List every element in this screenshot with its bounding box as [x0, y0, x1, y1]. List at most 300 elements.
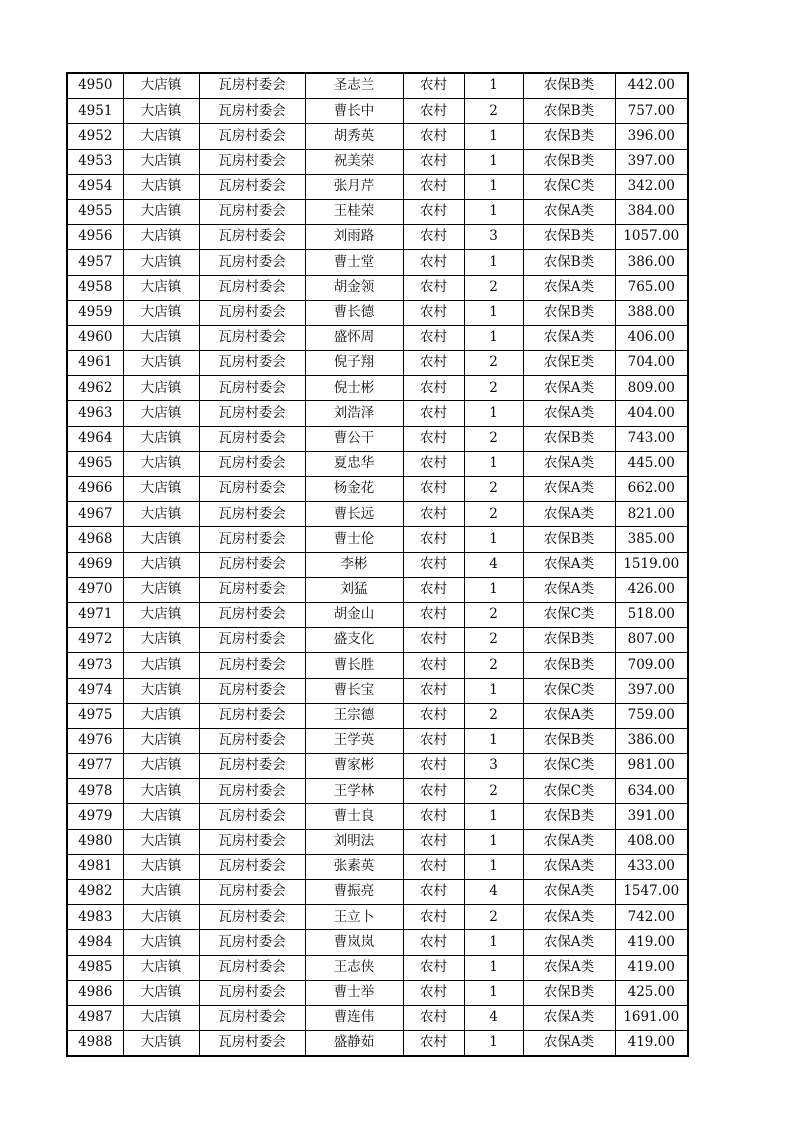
cell-serial-number: 4953 — [67, 149, 123, 174]
cell-town: 大店镇 — [123, 703, 199, 728]
cell-person-count: 1 — [464, 678, 523, 703]
cell-amount: 433.00 — [615, 854, 688, 879]
cell-amount: 386.00 — [615, 250, 688, 275]
cell-serial-number: 4976 — [67, 728, 123, 753]
cell-person-name: 张月芹 — [305, 174, 403, 199]
cell-amount: 709.00 — [615, 653, 688, 678]
cell-person-name: 曹长中 — [305, 99, 403, 124]
cell-village-committee: 瓦房村委会 — [199, 174, 305, 199]
cell-town: 大店镇 — [123, 754, 199, 779]
cell-person-name: 王桂荣 — [305, 199, 403, 224]
cell-residence-type: 农村 — [403, 174, 464, 199]
cell-person-name: 曹士良 — [305, 804, 403, 829]
cell-amount: 1691.00 — [615, 1005, 688, 1030]
cell-insurance-category: 农保C类 — [523, 174, 615, 199]
cell-residence-type: 农村 — [403, 426, 464, 451]
cell-person-count: 1 — [464, 451, 523, 476]
cell-town: 大店镇 — [123, 325, 199, 350]
cell-insurance-category: 农保A类 — [523, 829, 615, 854]
table-row — [67, 955, 688, 980]
cell-person-name: 曹振亮 — [305, 880, 403, 905]
cell-person-name: 杨金花 — [305, 477, 403, 502]
cell-person-name: 王宗德 — [305, 703, 403, 728]
cell-insurance-category: 农保A类 — [523, 325, 615, 350]
table-row — [67, 703, 688, 728]
cell-person-count: 1 — [464, 728, 523, 753]
cell-residence-type: 农村 — [403, 829, 464, 854]
cell-person-name: 王立卜 — [305, 905, 403, 930]
cell-serial-number: 4987 — [67, 1005, 123, 1030]
cell-person-count: 1 — [464, 1031, 523, 1057]
table-row — [67, 351, 688, 376]
cell-insurance-category: 农保B类 — [523, 300, 615, 325]
cell-insurance-category: 农保C类 — [523, 754, 615, 779]
cell-insurance-category: 农保A类 — [523, 502, 615, 527]
table-row — [67, 779, 688, 804]
cell-town: 大店镇 — [123, 149, 199, 174]
cell-amount: 396.00 — [615, 124, 688, 149]
cell-amount: 385.00 — [615, 527, 688, 552]
table-row — [67, 426, 688, 451]
cell-insurance-category: 农保A类 — [523, 552, 615, 577]
table-row — [67, 124, 688, 149]
cell-village-committee: 瓦房村委会 — [199, 124, 305, 149]
cell-town: 大店镇 — [123, 1031, 199, 1057]
cell-insurance-category: 农保B类 — [523, 804, 615, 829]
cell-amount: 765.00 — [615, 275, 688, 300]
table-row — [67, 905, 688, 930]
cell-person-count: 1 — [464, 527, 523, 552]
table-row — [67, 275, 688, 300]
cell-person-name: 曹长德 — [305, 300, 403, 325]
cell-insurance-category: 农保A类 — [523, 955, 615, 980]
cell-person-count: 2 — [464, 351, 523, 376]
cell-village-committee: 瓦房村委会 — [199, 502, 305, 527]
cell-amount: 419.00 — [615, 1031, 688, 1057]
table-row — [67, 754, 688, 779]
cell-insurance-category: 农保A类 — [523, 451, 615, 476]
cell-amount: 442.00 — [615, 73, 688, 99]
cell-residence-type: 农村 — [403, 149, 464, 174]
cell-insurance-category: 农保A类 — [523, 199, 615, 224]
cell-town: 大店镇 — [123, 905, 199, 930]
cell-amount: 426.00 — [615, 577, 688, 602]
cell-insurance-category: 农保B类 — [523, 73, 615, 99]
table-row — [67, 628, 688, 653]
cell-village-committee: 瓦房村委会 — [199, 325, 305, 350]
cell-village-committee: 瓦房村委会 — [199, 199, 305, 224]
cell-insurance-category: 农保B类 — [523, 250, 615, 275]
table-row — [67, 728, 688, 753]
table-row — [67, 502, 688, 527]
cell-amount: 391.00 — [615, 804, 688, 829]
cell-residence-type: 农村 — [403, 477, 464, 502]
cell-residence-type: 农村 — [403, 703, 464, 728]
cell-insurance-category: 农保B类 — [523, 426, 615, 451]
cell-person-name: 夏忠华 — [305, 451, 403, 476]
cell-serial-number: 4957 — [67, 250, 123, 275]
table-row — [67, 325, 688, 350]
cell-serial-number: 4972 — [67, 628, 123, 653]
cell-town: 大店镇 — [123, 955, 199, 980]
cell-serial-number: 4950 — [67, 73, 123, 99]
cell-town: 大店镇 — [123, 577, 199, 602]
cell-insurance-category: 农保B类 — [523, 99, 615, 124]
cell-residence-type: 农村 — [403, 73, 464, 99]
cell-village-committee: 瓦房村委会 — [199, 300, 305, 325]
cell-insurance-category: 农保E类 — [523, 351, 615, 376]
cell-insurance-category: 农保B类 — [523, 980, 615, 1005]
cell-town: 大店镇 — [123, 854, 199, 879]
cell-person-count: 2 — [464, 703, 523, 728]
cell-village-committee: 瓦房村委会 — [199, 73, 305, 99]
cell-residence-type: 农村 — [403, 124, 464, 149]
cell-village-committee: 瓦房村委会 — [199, 678, 305, 703]
table-row — [67, 527, 688, 552]
cell-person-name: 曹士伦 — [305, 527, 403, 552]
cell-person-name: 盛支化 — [305, 628, 403, 653]
cell-serial-number: 4969 — [67, 552, 123, 577]
cell-village-committee: 瓦房村委会 — [199, 980, 305, 1005]
cell-town: 大店镇 — [123, 1005, 199, 1030]
cell-serial-number: 4963 — [67, 401, 123, 426]
cell-person-count: 4 — [464, 552, 523, 577]
cell-person-count: 1 — [464, 149, 523, 174]
cell-residence-type: 农村 — [403, 451, 464, 476]
table-row — [67, 225, 688, 250]
cell-residence-type: 农村 — [403, 225, 464, 250]
cell-insurance-category: 农保B类 — [523, 225, 615, 250]
cell-village-committee: 瓦房村委会 — [199, 880, 305, 905]
cell-insurance-category: 农保B类 — [523, 653, 615, 678]
cell-town: 大店镇 — [123, 829, 199, 854]
table-row — [67, 300, 688, 325]
table-row — [67, 602, 688, 627]
cell-insurance-category: 农保A类 — [523, 703, 615, 728]
cell-insurance-category: 农保B类 — [523, 124, 615, 149]
cell-amount: 406.00 — [615, 325, 688, 350]
cell-town: 大店镇 — [123, 275, 199, 300]
cell-person-name: 曹家彬 — [305, 754, 403, 779]
cell-village-committee: 瓦房村委会 — [199, 250, 305, 275]
cell-serial-number: 4962 — [67, 376, 123, 401]
cell-person-count: 3 — [464, 225, 523, 250]
cell-amount: 404.00 — [615, 401, 688, 426]
cell-person-name: 王学林 — [305, 779, 403, 804]
cell-insurance-category: 农保A类 — [523, 577, 615, 602]
table-row — [67, 99, 688, 124]
cell-amount: 1057.00 — [615, 225, 688, 250]
table-body — [67, 73, 688, 1056]
cell-residence-type: 农村 — [403, 1005, 464, 1030]
cell-residence-type: 农村 — [403, 930, 464, 955]
cell-serial-number: 4974 — [67, 678, 123, 703]
cell-amount: 386.00 — [615, 728, 688, 753]
cell-town: 大店镇 — [123, 426, 199, 451]
cell-town: 大店镇 — [123, 980, 199, 1005]
cell-town: 大店镇 — [123, 779, 199, 804]
cell-person-name: 盛静茹 — [305, 1031, 403, 1057]
cell-serial-number: 4982 — [67, 880, 123, 905]
cell-person-count: 2 — [464, 602, 523, 627]
cell-village-committee: 瓦房村委会 — [199, 351, 305, 376]
cell-person-name: 胡秀英 — [305, 124, 403, 149]
cell-amount: 634.00 — [615, 779, 688, 804]
cell-person-name: 曹士堂 — [305, 250, 403, 275]
cell-village-committee: 瓦房村委会 — [199, 829, 305, 854]
cell-person-name: 李彬 — [305, 552, 403, 577]
cell-amount: 759.00 — [615, 703, 688, 728]
cell-insurance-category: 农保A类 — [523, 854, 615, 879]
cell-village-committee: 瓦房村委会 — [199, 577, 305, 602]
cell-serial-number: 4968 — [67, 527, 123, 552]
cell-town: 大店镇 — [123, 225, 199, 250]
cell-village-committee: 瓦房村委会 — [199, 376, 305, 401]
cell-insurance-category: 农保A类 — [523, 275, 615, 300]
cell-village-committee: 瓦房村委会 — [199, 854, 305, 879]
cell-person-count: 1 — [464, 829, 523, 854]
cell-village-committee: 瓦房村委会 — [199, 99, 305, 124]
cell-person-count: 2 — [464, 502, 523, 527]
table-row — [67, 653, 688, 678]
cell-residence-type: 农村 — [403, 275, 464, 300]
table-row — [67, 149, 688, 174]
cell-person-count: 1 — [464, 980, 523, 1005]
cell-person-name: 刘明法 — [305, 829, 403, 854]
cell-village-committee: 瓦房村委会 — [199, 955, 305, 980]
pension-records-table — [66, 72, 689, 1057]
cell-village-committee: 瓦房村委会 — [199, 149, 305, 174]
cell-village-committee: 瓦房村委会 — [199, 552, 305, 577]
cell-amount: 445.00 — [615, 451, 688, 476]
cell-residence-type: 农村 — [403, 250, 464, 275]
cell-residence-type: 农村 — [403, 502, 464, 527]
table-row — [67, 401, 688, 426]
cell-residence-type: 农村 — [403, 401, 464, 426]
cell-person-name: 胡金领 — [305, 275, 403, 300]
cell-residence-type: 农村 — [403, 754, 464, 779]
cell-amount: 419.00 — [615, 930, 688, 955]
table-row — [67, 451, 688, 476]
cell-person-count: 1 — [464, 930, 523, 955]
cell-village-committee: 瓦房村委会 — [199, 401, 305, 426]
cell-village-committee: 瓦房村委会 — [199, 1031, 305, 1057]
cell-person-name: 曹长远 — [305, 502, 403, 527]
cell-town: 大店镇 — [123, 124, 199, 149]
cell-amount: 342.00 — [615, 174, 688, 199]
cell-residence-type: 农村 — [403, 300, 464, 325]
cell-village-committee: 瓦房村委会 — [199, 703, 305, 728]
cell-person-count: 1 — [464, 401, 523, 426]
cell-serial-number: 4960 — [67, 325, 123, 350]
cell-residence-type: 农村 — [403, 804, 464, 829]
cell-village-committee: 瓦房村委会 — [199, 930, 305, 955]
cell-village-committee: 瓦房村委会 — [199, 225, 305, 250]
cell-insurance-category: 农保B类 — [523, 728, 615, 753]
cell-amount: 662.00 — [615, 477, 688, 502]
cell-serial-number: 4984 — [67, 930, 123, 955]
cell-village-committee: 瓦房村委会 — [199, 804, 305, 829]
cell-person-name: 张素英 — [305, 854, 403, 879]
cell-insurance-category: 农保A类 — [523, 376, 615, 401]
cell-serial-number: 4979 — [67, 804, 123, 829]
cell-person-count: 3 — [464, 754, 523, 779]
cell-person-name: 刘猛 — [305, 577, 403, 602]
table-row — [67, 577, 688, 602]
cell-person-count: 1 — [464, 73, 523, 99]
cell-insurance-category: 农保C类 — [523, 779, 615, 804]
cell-village-committee: 瓦房村委会 — [199, 653, 305, 678]
cell-person-name: 曹长胜 — [305, 653, 403, 678]
cell-person-name: 倪士彬 — [305, 376, 403, 401]
cell-town: 大店镇 — [123, 376, 199, 401]
cell-insurance-category: 农保A类 — [523, 401, 615, 426]
cell-person-name: 曹士举 — [305, 980, 403, 1005]
cell-person-count: 2 — [464, 426, 523, 451]
cell-residence-type: 农村 — [403, 628, 464, 653]
cell-person-count: 2 — [464, 99, 523, 124]
table-row — [67, 1031, 688, 1057]
cell-serial-number: 4966 — [67, 477, 123, 502]
cell-town: 大店镇 — [123, 602, 199, 627]
cell-insurance-category: 农保A类 — [523, 1031, 615, 1057]
cell-town: 大店镇 — [123, 401, 199, 426]
cell-serial-number: 4959 — [67, 300, 123, 325]
cell-village-committee: 瓦房村委会 — [199, 779, 305, 804]
cell-serial-number: 4967 — [67, 502, 123, 527]
cell-town: 大店镇 — [123, 880, 199, 905]
cell-amount: 397.00 — [615, 678, 688, 703]
cell-person-name: 王志侠 — [305, 955, 403, 980]
cell-insurance-category: 农保A类 — [523, 1005, 615, 1030]
cell-amount: 981.00 — [615, 754, 688, 779]
cell-insurance-category: 农保A类 — [523, 880, 615, 905]
table-row — [67, 1005, 688, 1030]
cell-serial-number: 4980 — [67, 829, 123, 854]
cell-residence-type: 农村 — [403, 351, 464, 376]
cell-serial-number: 4955 — [67, 199, 123, 224]
cell-town: 大店镇 — [123, 628, 199, 653]
table-row — [67, 552, 688, 577]
table-row — [67, 854, 688, 879]
cell-person-count: 1 — [464, 300, 523, 325]
cell-person-name: 圣志兰 — [305, 73, 403, 99]
cell-person-name: 曹岚岚 — [305, 930, 403, 955]
cell-insurance-category: 农保A类 — [523, 905, 615, 930]
table-row — [67, 477, 688, 502]
cell-residence-type: 农村 — [403, 653, 464, 678]
cell-person-count: 1 — [464, 174, 523, 199]
table-row — [67, 376, 688, 401]
cell-serial-number: 4964 — [67, 426, 123, 451]
cell-residence-type: 农村 — [403, 376, 464, 401]
cell-village-committee: 瓦房村委会 — [199, 451, 305, 476]
cell-town: 大店镇 — [123, 300, 199, 325]
cell-serial-number: 4958 — [67, 275, 123, 300]
table-row — [67, 880, 688, 905]
cell-serial-number: 4986 — [67, 980, 123, 1005]
cell-residence-type: 农村 — [403, 905, 464, 930]
cell-serial-number: 4971 — [67, 602, 123, 627]
cell-amount: 397.00 — [615, 149, 688, 174]
cell-town: 大店镇 — [123, 678, 199, 703]
cell-residence-type: 农村 — [403, 199, 464, 224]
table-row — [67, 829, 688, 854]
cell-town: 大店镇 — [123, 653, 199, 678]
cell-residence-type: 农村 — [403, 980, 464, 1005]
cell-amount: 809.00 — [615, 376, 688, 401]
cell-town: 大店镇 — [123, 930, 199, 955]
cell-person-count: 4 — [464, 880, 523, 905]
cell-residence-type: 农村 — [403, 577, 464, 602]
cell-amount: 743.00 — [615, 426, 688, 451]
cell-amount: 821.00 — [615, 502, 688, 527]
cell-insurance-category: 农保B类 — [523, 149, 615, 174]
cell-town: 大店镇 — [123, 527, 199, 552]
cell-person-count: 2 — [464, 779, 523, 804]
cell-amount: 742.00 — [615, 905, 688, 930]
cell-town: 大店镇 — [123, 351, 199, 376]
table-row — [67, 73, 688, 99]
cell-village-committee: 瓦房村委会 — [199, 628, 305, 653]
cell-person-count: 2 — [464, 653, 523, 678]
cell-village-committee: 瓦房村委会 — [199, 602, 305, 627]
cell-serial-number: 4983 — [67, 905, 123, 930]
cell-person-name: 盛怀周 — [305, 325, 403, 350]
cell-residence-type: 农村 — [403, 1031, 464, 1057]
cell-person-count: 2 — [464, 628, 523, 653]
cell-serial-number: 4961 — [67, 351, 123, 376]
cell-amount: 518.00 — [615, 602, 688, 627]
cell-serial-number: 4975 — [67, 703, 123, 728]
cell-town: 大店镇 — [123, 73, 199, 99]
cell-serial-number: 4956 — [67, 225, 123, 250]
cell-serial-number: 4977 — [67, 754, 123, 779]
cell-person-count: 1 — [464, 124, 523, 149]
cell-residence-type: 农村 — [403, 527, 464, 552]
cell-village-committee: 瓦房村委会 — [199, 527, 305, 552]
cell-serial-number: 4952 — [67, 124, 123, 149]
cell-person-count: 1 — [464, 250, 523, 275]
cell-insurance-category: 农保B类 — [523, 527, 615, 552]
cell-residence-type: 农村 — [403, 779, 464, 804]
cell-residence-type: 农村 — [403, 955, 464, 980]
cell-town: 大店镇 — [123, 99, 199, 124]
cell-amount: 1547.00 — [615, 880, 688, 905]
cell-serial-number: 4965 — [67, 451, 123, 476]
cell-serial-number: 4951 — [67, 99, 123, 124]
cell-town: 大店镇 — [123, 451, 199, 476]
cell-amount: 704.00 — [615, 351, 688, 376]
cell-residence-type: 农村 — [403, 678, 464, 703]
cell-person-name: 祝美荣 — [305, 149, 403, 174]
cell-town: 大店镇 — [123, 199, 199, 224]
cell-person-name: 王学英 — [305, 728, 403, 753]
cell-amount: 388.00 — [615, 300, 688, 325]
cell-person-count: 2 — [464, 376, 523, 401]
cell-amount: 419.00 — [615, 955, 688, 980]
cell-serial-number: 4970 — [67, 577, 123, 602]
cell-amount: 425.00 — [615, 980, 688, 1005]
cell-person-name: 曹长宝 — [305, 678, 403, 703]
cell-serial-number: 4973 — [67, 653, 123, 678]
cell-village-committee: 瓦房村委会 — [199, 426, 305, 451]
cell-town: 大店镇 — [123, 552, 199, 577]
cell-town: 大店镇 — [123, 477, 199, 502]
cell-person-count: 2 — [464, 275, 523, 300]
cell-serial-number: 4985 — [67, 955, 123, 980]
cell-amount: 408.00 — [615, 829, 688, 854]
